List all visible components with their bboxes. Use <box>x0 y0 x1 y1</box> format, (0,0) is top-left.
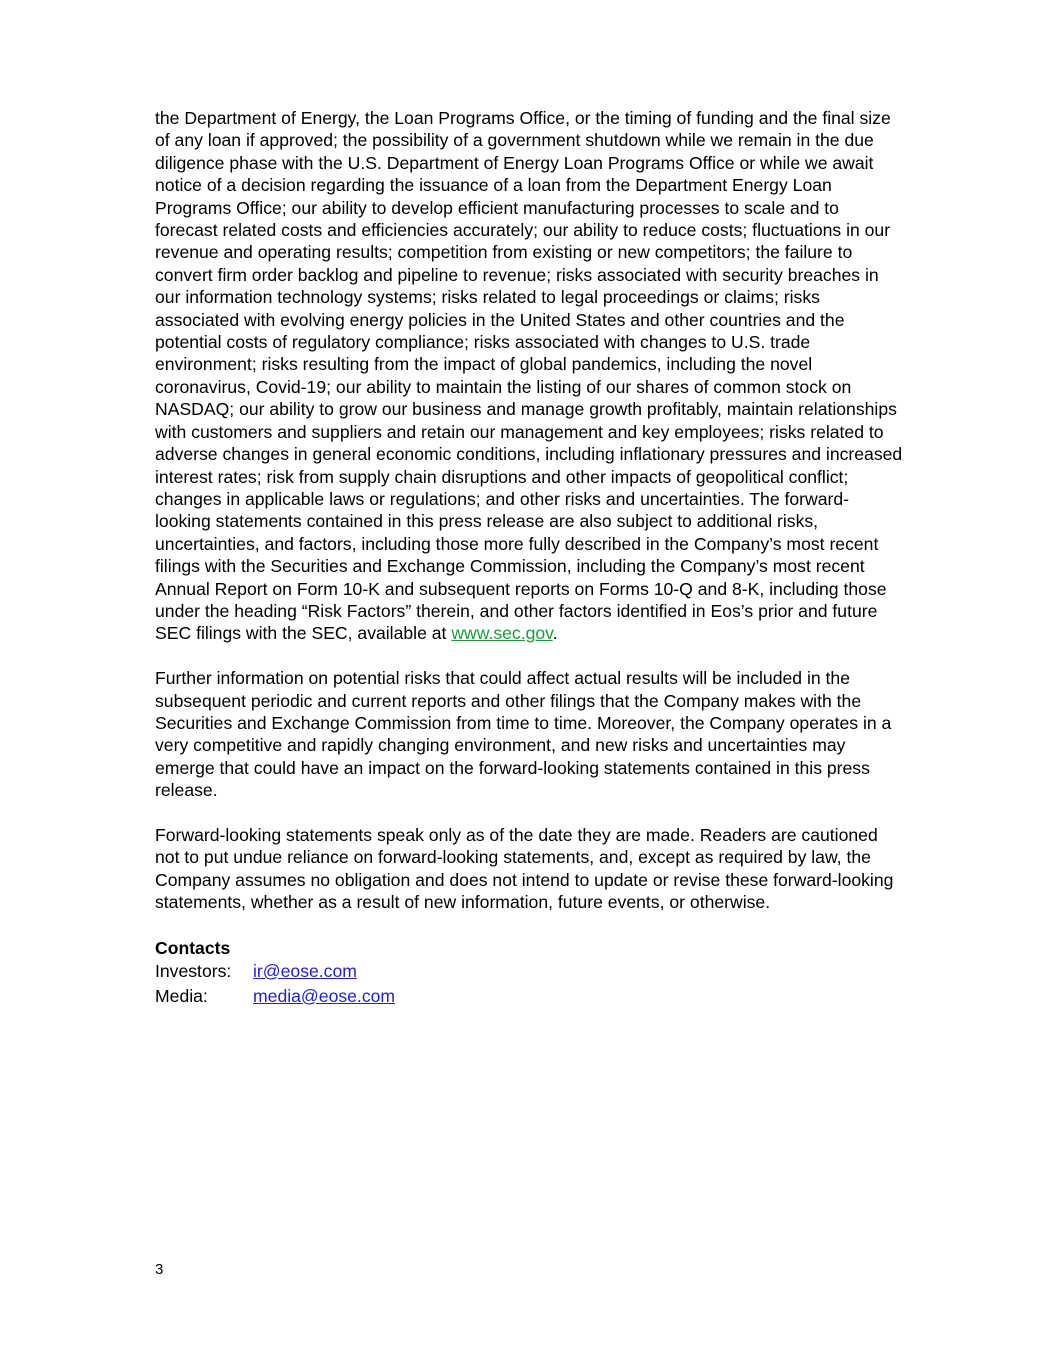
page-number: 3 <box>155 1261 164 1278</box>
media-contact-row <box>155 984 965 1009</box>
forward-looking-disclaimer-paragraph: Forward-looking statements speak only as of the date they are made. Readers are cautioned not to put undue reliance on forward-looking statements, and, except as required by law, the Company assumes no obligation and does not intend to update or revise these forward-looking statements, whether as a result of new information, future events, or otherwise. <box>155 824 894 913</box>
sec-website-link[interactable]: www.sec.gov <box>451 623 553 644</box>
investors-contact-row <box>155 959 965 984</box>
contacts-heading: Contacts <box>155 937 231 958</box>
media-label: Media: <box>155 985 208 1006</box>
further-information-paragraph: Further information on potential risks that could affect actual results will be included in the subsequent periodic and current reports and other filings that the Company makes with the Securities and Exchange Commission from time to time. Moreover, the Company operates in a very competitive and rapidly changing environment, and new risks and uncertainties may emerge that could have an impact on the forward-looking statements contained in this press release. <box>155 668 892 801</box>
investors-label: Investors: <box>155 960 232 981</box>
document-body <box>155 107 965 1009</box>
risk-factors-end: . <box>552 623 558 644</box>
media-email-link[interactable]: media@eose.com <box>253 985 396 1006</box>
investors-email-link[interactable]: ir@eose.com <box>253 960 357 981</box>
risk-factors-paragraph <box>155 107 965 645</box>
risk-factors-text: the Department of Energy, the Loan Programs Office, or the timing of funding and the final size of any loan if approved; the possibility of a government shutdown while we remain in the due diligence phase with the U.S. Department of Energy Loan Programs Office or while we await notice of a decision regarding the issuance of a loan from the Department Energy Loan Programs Office; our ability to develop efficient manufacturing processes to scale and to forecast related costs and efficiencies accurately; our ability to reduce costs; fluctuations in our revenue and operating results; competition from existing or new competitors; the failure to convert firm order backlog and pipeline to revenue; risks associated with security breaches in our information technology systems; risks related to legal proceedings or claims; risks associated with evolving energy policies in the United States and other countries and the potential costs of regulatory compliance; risks associated with changes to U.S. trade environment; risks resulting from the impact of global pandemics, including the novel coronavirus, Covid-19; our ability to maintain the listing of our shares of common stock on NASDAQ; our ability to grow our business and manage growth profitably, maintain relationships with customers and suppliers and retain our management and key employees; risks related to adverse changes in general economic conditions, including inflationary pressures and increased interest rates; risk from supply chain disruptions and other impacts of geopolitical conflict; changes in applicable laws or regulations; and other risks and uncertainties. The forward- looking statements contained in this press release are also subject to additional risks, uncertainties, and factors, including those more fully described in the Company’s most recent filings with the Securities and Exchange Commission, including the Company’s most recent Annual Report on Form 10-K and subsequent reports on Forms 10-Q and 8-K, including those under the heading “Risk Factors” therein, and other factors identified in Eos’s prior and future SEC filings with the SEC, available at <box>155 108 903 644</box>
